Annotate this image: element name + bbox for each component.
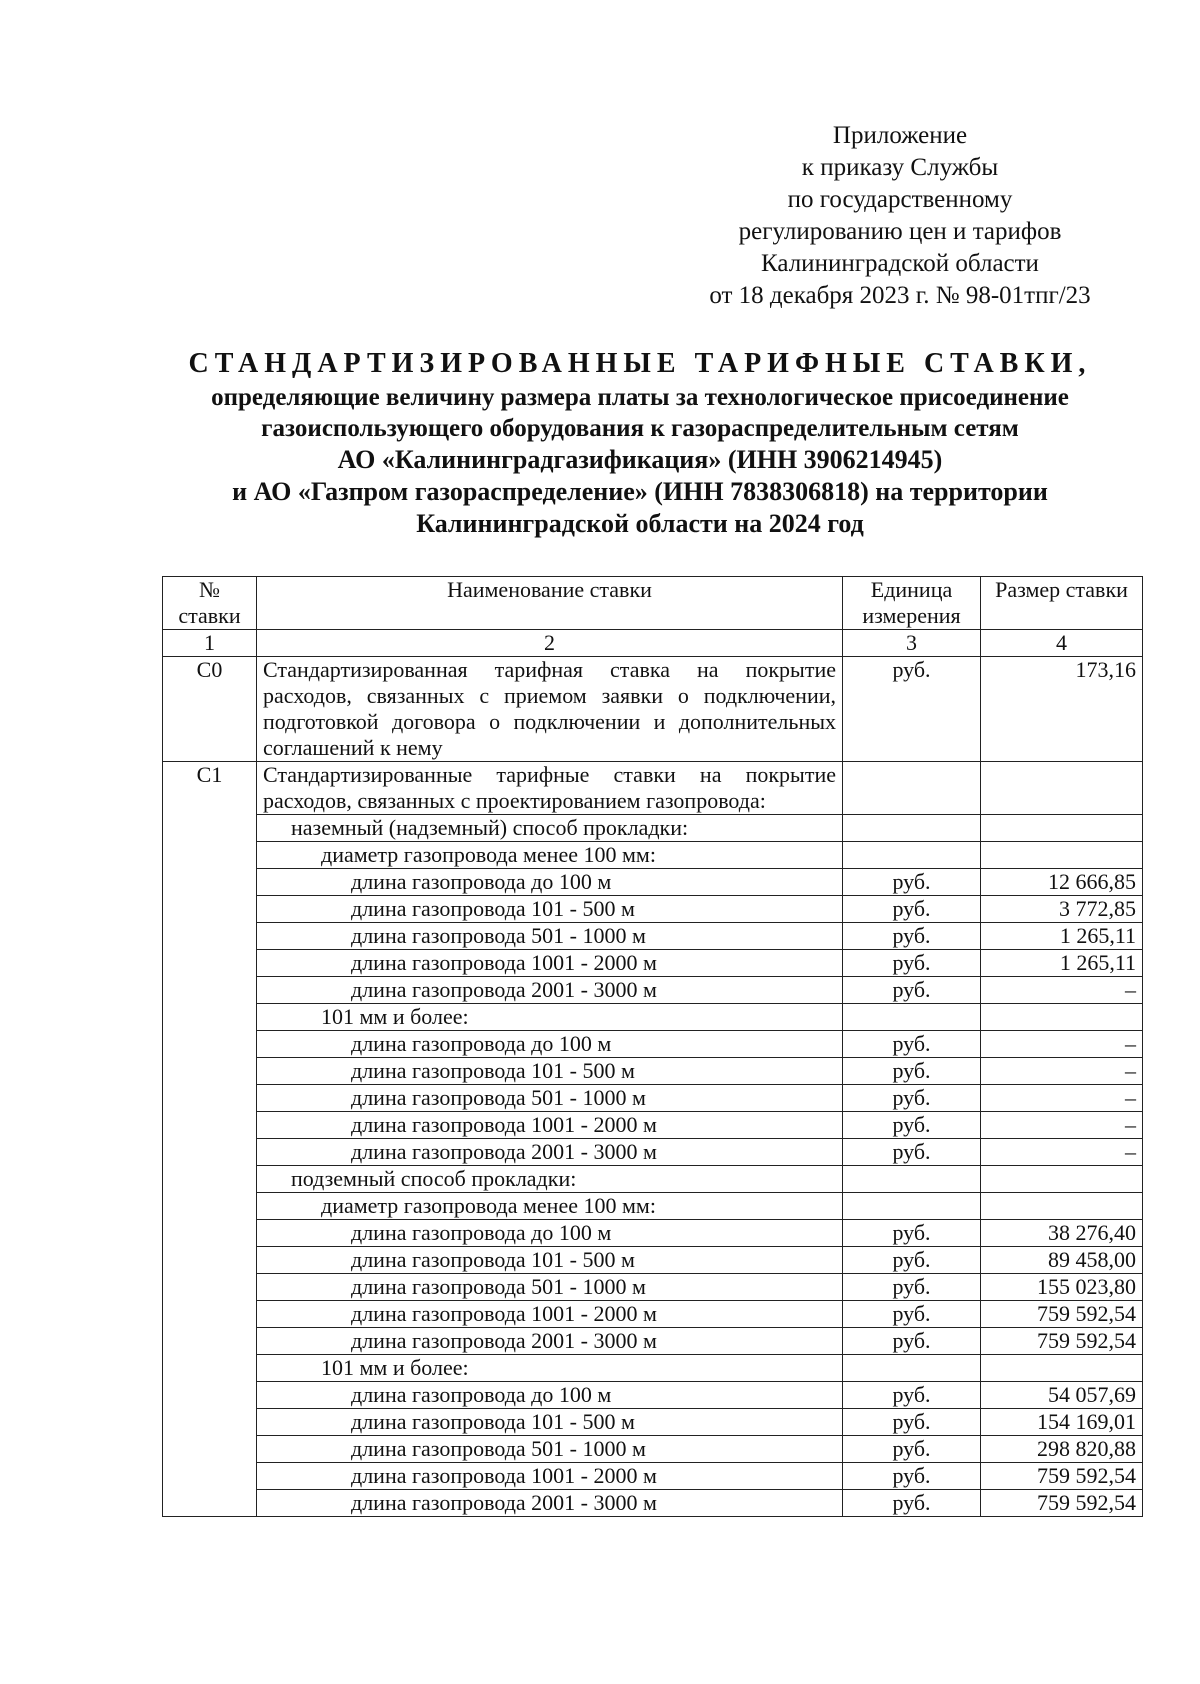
- rate-unit: [843, 1355, 981, 1382]
- heading-line: определяющие величину размера платы за технологическое присоединение: [211, 384, 1069, 411]
- table-row: [163, 842, 1143, 869]
- table-row: [163, 923, 1143, 950]
- rate-unit: руб.: [843, 1463, 981, 1490]
- table-row: [163, 1085, 1143, 1112]
- rate-value: 759 592,54: [981, 1463, 1143, 1490]
- rate-unit: [843, 1004, 981, 1031]
- rate-name: длина газопровода 1001 - 2000 м: [257, 950, 843, 977]
- column-number: 4: [981, 630, 1143, 657]
- rate-unit: [843, 762, 981, 815]
- rate-value: 38 276,40: [981, 1220, 1143, 1247]
- rate-value: [981, 1355, 1143, 1382]
- header-value: Размер ставки: [981, 577, 1143, 630]
- rate-name: длина газопровода 501 - 1000 м: [257, 1274, 843, 1301]
- table-row: [163, 1139, 1143, 1166]
- rate-unit: [843, 842, 981, 869]
- rate-name: длина газопровода 101 - 500 м: [257, 896, 843, 923]
- rate-name: 101 мм и более:: [257, 1004, 843, 1031]
- rate-unit: руб.: [843, 869, 981, 896]
- rate-unit: руб.: [843, 1058, 981, 1085]
- rate-name: 101 мм и более:: [257, 1355, 843, 1382]
- table-row: [163, 1463, 1143, 1490]
- rate-unit: руб.: [843, 1220, 981, 1247]
- rate-unit: руб.: [843, 1436, 981, 1463]
- rate-value: 759 592,54: [981, 1328, 1143, 1355]
- table-row: [163, 1409, 1143, 1436]
- rate-name: длина газопровода 501 - 1000 м: [257, 923, 843, 950]
- rate-value: –: [981, 977, 1143, 1004]
- column-number-row: [163, 630, 1143, 657]
- rate-value: [981, 842, 1143, 869]
- rate-unit: руб.: [843, 1409, 981, 1436]
- rate-name: длина газопровода 101 - 500 м: [257, 1247, 843, 1274]
- table-row: [163, 869, 1143, 896]
- annex-line: Приложение: [832, 122, 968, 149]
- table-row: [163, 950, 1143, 977]
- rates-table: [162, 576, 1143, 1517]
- table-row: [163, 1193, 1143, 1220]
- rate-unit: руб.: [843, 1031, 981, 1058]
- annex-line: по государственному: [787, 186, 1013, 213]
- rate-name: длина газопровода 1001 - 2000 м: [257, 1112, 843, 1139]
- table-row: [163, 1301, 1143, 1328]
- annex-line: к приказу Службы: [801, 154, 999, 181]
- rate-value: 759 592,54: [981, 1301, 1143, 1328]
- rate-value: 89 458,00: [981, 1247, 1143, 1274]
- table-row: [163, 1355, 1143, 1382]
- rate-value: [981, 1004, 1143, 1031]
- rate-unit: руб.: [843, 1247, 981, 1274]
- rate-name: длина газопровода 501 - 1000 м: [257, 1085, 843, 1112]
- rate-unit: [843, 815, 981, 842]
- table-row: [163, 815, 1143, 842]
- table-row: [163, 1490, 1143, 1517]
- table-row: [163, 1166, 1143, 1193]
- rate-name: длина газопровода 501 - 1000 м: [257, 1436, 843, 1463]
- table-row: [163, 1436, 1143, 1463]
- table-row-c1: [163, 762, 1143, 815]
- rate-value: –: [981, 1031, 1143, 1058]
- document-title: СТАНДАРТИЗИРОВАННЫЕ ТАРИФНЫЕ СТАВКИ,: [188, 348, 1092, 379]
- heading-line: и АО «Газпром газораспределение» (ИНН 7838306818) на территории: [232, 477, 1048, 506]
- rate-unit: руб.: [843, 1085, 981, 1112]
- rate-name: длина газопровода 101 - 500 м: [257, 1058, 843, 1085]
- rate-name: длина газопровода 2001 - 3000 м: [257, 1490, 843, 1517]
- header-unit: Единица измерения: [843, 577, 981, 630]
- rate-value: [981, 762, 1143, 815]
- table-row: [163, 1220, 1143, 1247]
- table-row: [163, 1058, 1143, 1085]
- rate-name: длина газопровода 2001 - 3000 м: [257, 1139, 843, 1166]
- table-row: [163, 1031, 1143, 1058]
- table-row: [163, 1247, 1143, 1274]
- rate-unit: руб.: [843, 1112, 981, 1139]
- annex-line: Калининградской области: [761, 250, 1039, 277]
- rate-unit: руб.: [843, 1490, 981, 1517]
- rate-value: –: [981, 1085, 1143, 1112]
- rate-value: 1 265,11: [981, 950, 1143, 977]
- column-number: 2: [257, 630, 843, 657]
- rate-value: 173,16: [981, 657, 1143, 762]
- table-row: [163, 1274, 1143, 1301]
- rate-number: С1: [163, 762, 257, 1517]
- rate-value: –: [981, 1139, 1143, 1166]
- rate-value: –: [981, 1112, 1143, 1139]
- rate-unit: руб.: [843, 896, 981, 923]
- rate-unit: руб.: [843, 1382, 981, 1409]
- rate-name: длина газопровода до 100 м: [257, 1220, 843, 1247]
- rate-name: длина газопровода 1001 - 2000 м: [257, 1463, 843, 1490]
- heading-line: Калининградской области на 2024 год: [416, 509, 864, 538]
- rate-value: [981, 1193, 1143, 1220]
- rate-name: длина газопровода до 100 м: [257, 869, 843, 896]
- rate-name: длина газопровода 2001 - 3000 м: [257, 977, 843, 1004]
- annex-block: [660, 120, 1140, 312]
- header-name: Наименование ставки: [257, 577, 843, 630]
- rate-unit: руб.: [843, 1274, 981, 1301]
- table-row: [163, 1112, 1143, 1139]
- table-row: [163, 1328, 1143, 1355]
- rate-name: Стандартизированная тарифная ставка на покрытие расходов, связанных с приемом заявки о подключении, подготовкой договора о подключении и дополнительных соглашений к нему: [257, 657, 843, 762]
- rate-name: Стандартизированные тарифные ставки на покрытие расходов, связанных с проектированием газопровода:: [257, 762, 843, 815]
- heading-line: газоиспользующего оборудования к газораспределительным сетям: [261, 415, 1019, 442]
- rate-value: 54 057,69: [981, 1382, 1143, 1409]
- rate-unit: руб.: [843, 1328, 981, 1355]
- document-heading: [150, 346, 1130, 540]
- rate-value: 759 592,54: [981, 1490, 1143, 1517]
- rate-name: длина газопровода 101 - 500 м: [257, 1409, 843, 1436]
- rate-name: диаметр газопровода менее 100 мм:: [257, 1193, 843, 1220]
- rate-value: 154 169,01: [981, 1409, 1143, 1436]
- rate-unit: руб.: [843, 1139, 981, 1166]
- rate-unit: руб.: [843, 950, 981, 977]
- rate-name: длина газопровода 1001 - 2000 м: [257, 1301, 843, 1328]
- table-row: [163, 1004, 1143, 1031]
- table-row: [163, 896, 1143, 923]
- rate-value: [981, 1166, 1143, 1193]
- rate-unit: руб.: [843, 977, 981, 1004]
- column-number: 3: [843, 630, 981, 657]
- rate-name: длина газопровода до 100 м: [257, 1031, 843, 1058]
- rate-name: длина газопровода до 100 м: [257, 1382, 843, 1409]
- rate-value: –: [981, 1058, 1143, 1085]
- rate-value: 1 265,11: [981, 923, 1143, 950]
- rate-unit: руб.: [843, 657, 981, 762]
- rate-unit: [843, 1166, 981, 1193]
- rate-value: [981, 815, 1143, 842]
- rate-name: длина газопровода 2001 - 3000 м: [257, 1328, 843, 1355]
- rate-unit: [843, 1193, 981, 1220]
- table-row: [163, 1382, 1143, 1409]
- rate-name: диаметр газопровода менее 100 мм:: [257, 842, 843, 869]
- table-header-row: [163, 577, 1143, 630]
- rate-value: 3 772,85: [981, 896, 1143, 923]
- rate-unit: руб.: [843, 923, 981, 950]
- column-number: 1: [163, 630, 257, 657]
- rate-name: подземный способ прокладки:: [257, 1166, 843, 1193]
- table-row-c0: [163, 657, 1143, 762]
- rate-value: 12 666,85: [981, 869, 1143, 896]
- annex-line: регулированию цен и тарифов: [738, 218, 1062, 245]
- table-row: [163, 977, 1143, 1004]
- rate-unit: руб.: [843, 1301, 981, 1328]
- rate-value: 155 023,80: [981, 1274, 1143, 1301]
- rate-value: 298 820,88: [981, 1436, 1143, 1463]
- annex-line: от 18 декабря 2023 г. № 98-01тпг/23: [709, 282, 1091, 309]
- header-no: № ставки: [163, 577, 257, 630]
- rate-number: С0: [163, 657, 257, 762]
- heading-line: АО «Калининградгазификация» (ИНН 3906214945): [337, 445, 943, 474]
- rate-name: наземный (надземный) способ прокладки:: [257, 815, 843, 842]
